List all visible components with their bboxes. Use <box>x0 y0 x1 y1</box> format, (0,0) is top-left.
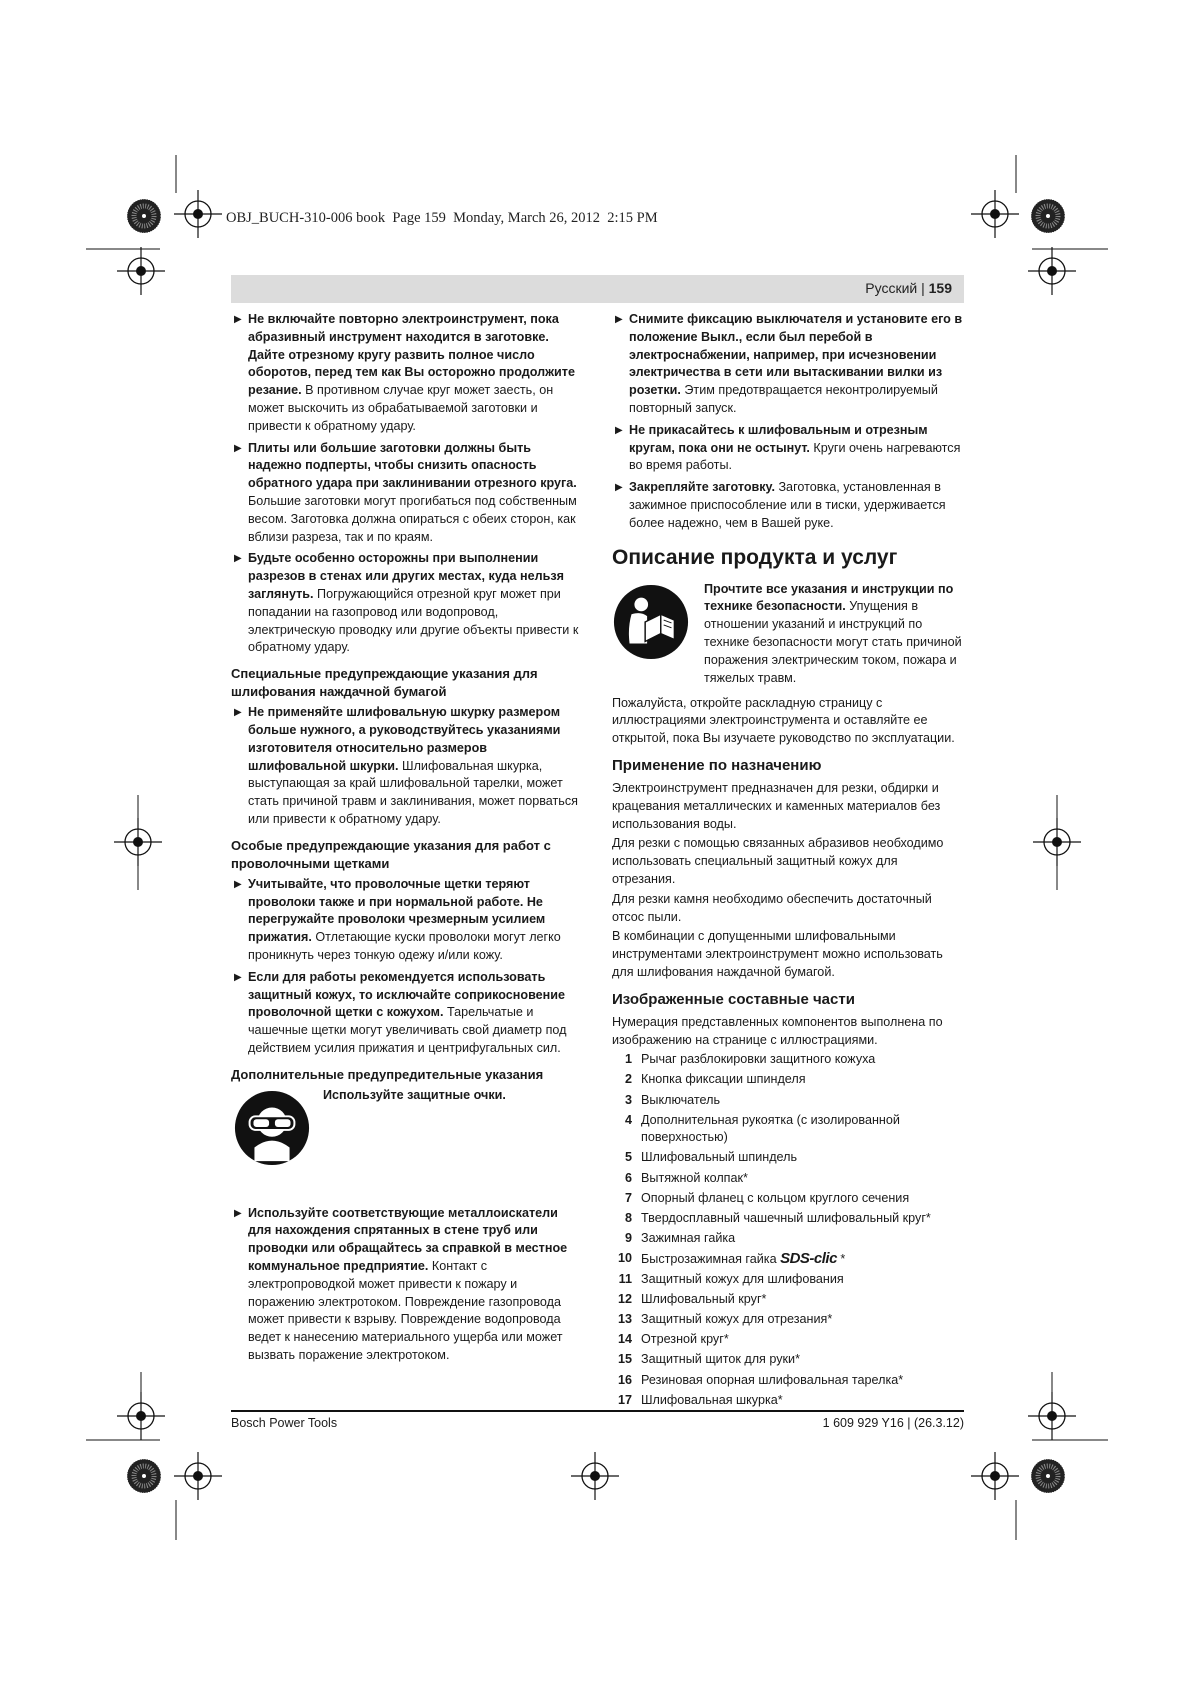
footer-rule <box>231 1410 964 1412</box>
section-title-components: Изображенные составные части <box>612 990 855 1008</box>
triangle-right-icon: ▶ <box>234 1207 242 1219</box>
triangle-right-icon: ▶ <box>615 482 623 494</box>
triangle-right-icon: ▶ <box>234 707 242 719</box>
part-label: Защитный кожух для шлифования <box>641 1272 844 1287</box>
read-instructions-notice <box>612 581 964 693</box>
warning-bold: Не прикасайтесь к шлифовальным и отрезным кругам, пока они не остынут. <box>629 422 928 455</box>
part-number: 6 <box>624 1170 632 1185</box>
components-list <box>612 1051 964 1409</box>
subheading-sanding: Специальные предупреждающие указания для шлифования наждачной бумагой <box>231 666 538 700</box>
warning-item <box>231 1205 583 1365</box>
list-item <box>612 1392 964 1410</box>
list-item <box>612 1071 964 1089</box>
part-label: Опорный фланец с кольцом круглого сечения <box>641 1190 910 1205</box>
triangle-right-icon: ▶ <box>234 442 242 454</box>
part-number: 14 <box>617 1332 632 1347</box>
part-number: 3 <box>624 1092 632 1107</box>
triangle-right-icon: ▶ <box>234 314 242 325</box>
part-number: 1 <box>624 1052 632 1067</box>
page-number: 159 <box>928 280 952 296</box>
warning-bold: Плиты или большие заготовки должны быть надежно подперты, чтобы снизить опасность обратного удара при заклинивании отрезного круга. <box>248 440 577 491</box>
part-number: 10 <box>617 1250 632 1265</box>
part-number: 5 <box>624 1150 632 1165</box>
goggles-label: Используйте защитные очки. <box>323 1087 506 1102</box>
part-label: Защитный кожух для отрезания* <box>641 1312 833 1327</box>
triangle-right-icon: ▶ <box>615 314 623 325</box>
list-item <box>612 1311 964 1329</box>
warning-item <box>231 969 583 1058</box>
part-number: 12 <box>617 1292 632 1307</box>
part-number: 8 <box>624 1210 632 1225</box>
part-number: 16 <box>617 1372 632 1387</box>
part-number: 13 <box>617 1312 632 1327</box>
safety-goggles-icon <box>233 1089 311 1167</box>
part-number: 4 <box>624 1112 632 1127</box>
intended-use-text: Для резки с помощью связанных абразивов необходимо использовать специальный защитный кожух для отрезания. <box>612 836 944 886</box>
intended-use-text: Электроинструмент предназначен для резки, обдирки и крацевания металлических и каменных материалов без использования воды. <box>612 780 941 831</box>
header-language: Русский <box>865 280 918 296</box>
running-header <box>231 275 964 303</box>
goggles-notice <box>231 1087 583 1199</box>
warning-bold: Будьте особенно осторожны при выполнении разрезов в стенах или других местах, куда нельзя заглянуть. <box>248 551 564 601</box>
part-label: Отрезной круг* <box>641 1332 729 1347</box>
part-label: Вытяжной колпак* <box>641 1170 748 1185</box>
list-item <box>612 1271 964 1289</box>
read-instructions-bold: Прочтите все указания и инструкции по технике безопасности. <box>704 581 954 614</box>
warning-bold: Если для работы рекомендуется использовать защитный кожух, то исключайте соприкосновение проволочной щетки с кожухом. <box>248 969 566 1020</box>
warning-item <box>231 876 583 965</box>
warning-text: Контакт с электропроводкой может привести к пожару и поражению электротоком. Повреждение газопровода может привести к взрыву. Повреждение водопровода ведет к нанесению материального ущерба или может вызвать поражение электротоком. <box>248 1259 563 1363</box>
footer-doc-number: 1 609 929 Y16 | (26.3.12) <box>822 1416 964 1430</box>
part-number: 7 <box>624 1190 632 1205</box>
list-item <box>612 1149 964 1167</box>
warning-text: В противном случае круг может заесть, он может выскочить из обрабатываемой заготовки и привести к обратному удару. <box>248 383 554 433</box>
warning-item <box>231 440 583 547</box>
list-item <box>612 1051 964 1069</box>
list-item <box>612 1250 964 1269</box>
section-title-description: Описание продукта и услуг <box>612 545 898 569</box>
list-item <box>612 1230 964 1248</box>
part-label: Кнопка фиксации шпинделя <box>641 1072 806 1087</box>
warning-item <box>231 550 583 657</box>
part-number: 9 <box>624 1230 632 1245</box>
part-label: Дополнительная рукоятка (с изолированной поверхностью) <box>641 1112 900 1145</box>
warning-item <box>612 311 964 418</box>
part-label: Выключатель <box>641 1092 721 1107</box>
triangle-right-icon: ▶ <box>234 878 242 890</box>
triangle-right-icon: ▶ <box>615 424 623 436</box>
print-slug: OBJ_BUCH-310-006 book Page 159 Monday, March 26, 2012 2:15 PM <box>226 210 658 226</box>
warning-bold: Учитывайте, что проволочные щетки теряют проволоки также и при нормальной работе. Не перегружайте проволоки чрезмерным усилием прижатия. <box>248 876 546 945</box>
subheading-wire-brush: Особые предупреждающие указания для работ с проволочными щетками <box>231 837 551 871</box>
warning-bold: Снимите фиксацию выключателя и установите его в положение Выкл., если был перебой в электроснабжении, например, при исчезновении электричества в сети или вытаскивании вилки из розетки. <box>629 312 963 398</box>
intended-use-text: Для резки камня необходимо обеспечить достаточный отсос пыли. <box>612 891 932 924</box>
part-number: 11 <box>618 1272 632 1287</box>
part-label: Быстрозажимная гайка <box>641 1251 777 1266</box>
read-manual-icon <box>612 583 690 661</box>
warning-item <box>231 311 583 436</box>
sds-clic-logo: SDS-clic <box>780 1249 837 1267</box>
part-label: Твердосплавный чашечный шлифовальный круг* <box>641 1210 931 1225</box>
part-label: Зажимная гайка <box>641 1230 736 1245</box>
part-number: 2 <box>624 1072 632 1087</box>
part-number: 15 <box>617 1352 632 1367</box>
warning-text: Шлифовальная шкурка, выступающая за край шлифовальной тарелки, может стать причиной травм и заклинивания, может порваться или привести к обратному удару. <box>248 758 578 826</box>
warning-text: Большие заготовки могут прогибаться под собственным весом. Заготовка должна опираться с обеих сторон, как вблизи разреза, так и по краям. <box>248 493 577 544</box>
warning-bold: Закрепляйте заготовку. <box>629 480 775 495</box>
list-item <box>612 1190 964 1208</box>
warning-item <box>231 704 583 829</box>
part-label: Шлифовальный шпиндель <box>641 1150 798 1165</box>
list-item <box>612 1170 964 1188</box>
warning-text: Погружающийся отрезной круг может при попадании на газопровод или водопровод, электрическую проводку или другие объекты привести к обратному удару. <box>248 586 579 655</box>
part-label: Рычаг разблокировки защитного кожуха <box>641 1052 876 1067</box>
triangle-right-icon: ▶ <box>234 553 242 565</box>
part-number: 17 <box>617 1392 632 1407</box>
warning-text: Тарельчатые и чашечные щетки могут увеличивать свой диаметр под действием усилия прижатия и центрифугальных сил. <box>248 1005 567 1055</box>
sds-star: * <box>836 1251 846 1266</box>
part-label: Шлифовальный круг* <box>641 1292 767 1307</box>
read-instructions-text: Упущения в отношении указаний и инструкций по технике безопасности могут стать причиной поражения электрическим током, пожара и тяжелых травм. <box>704 599 962 685</box>
subheading-additional: Дополнительные предупредительные указания <box>231 1066 544 1082</box>
part-label: Резиновая опорная шлифовальная тарелка* <box>641 1372 904 1387</box>
warning-text: Круги очень нагреваются во время работы. <box>629 440 961 473</box>
left-column <box>231 311 583 1369</box>
list-item <box>612 1210 964 1228</box>
components-intro: Нумерация представленных компонентов выполнена по изображению на странице с иллюстрациями. <box>612 1014 943 1047</box>
part-label: Защитный щиток для руки* <box>641 1352 800 1367</box>
triangle-right-icon: ▶ <box>234 971 242 983</box>
warning-text: Отлетающие куски проволоки могут легко проникнуть через тонкую одежу и/или кожу. <box>248 930 561 962</box>
warning-bold: Не включайте повторно электроинструмент, пока абразивный инструмент находится в заготовке. Дайте отрезному кругу развить полное число оборотов, перед тем как Вы осторожно продолжите резание. <box>248 312 575 398</box>
header-separator: | <box>917 280 929 296</box>
list-item <box>612 1331 964 1349</box>
part-label: Шлифовальная шкурка* <box>641 1392 783 1407</box>
list-item <box>612 1351 964 1369</box>
warning-bold: Используйте соответствующие металлоискатели для нахождения спрятанных в стене труб или проводки или обращайтесь за справкой в местное коммунальное предприятие. <box>248 1205 568 1274</box>
list-item <box>612 1092 964 1110</box>
foldout-note: Пожалуйста, откройте раскладную страницу с иллюстрациями электроинструмента и оставляйте ее открытой, пока Вы изучаете руководство по эксплуатации. <box>612 695 955 746</box>
warning-bold: Не применяйте шлифовальную шкурку размером больше нужного, а руководствуйтесь указаниями изготовителя относительно размеров шлифовальной шкурки. <box>248 705 561 773</box>
right-column <box>612 311 964 1412</box>
warning-item <box>612 479 964 532</box>
list-item <box>612 1372 964 1390</box>
warning-text: Заготовка, установленная в зажимное приспособление или в тиски, удерживается более надежно, чем в Вашей руке. <box>629 480 946 530</box>
intended-use-text: В комбинации с допущенными шлифовальными инструментами электроинструмент можно использовать для шлифования наждачной бумагой. <box>612 929 943 979</box>
list-item <box>612 1112 964 1148</box>
warning-text: Этим предотвращается неконтролируемый повторный запуск. <box>629 383 938 415</box>
footer-brand: Bosch Power Tools <box>231 1416 338 1430</box>
list-item <box>612 1291 964 1309</box>
section-title-intended-use: Применение по назначению <box>612 756 822 774</box>
header-page-info <box>865 280 952 296</box>
warning-item <box>612 422 964 475</box>
